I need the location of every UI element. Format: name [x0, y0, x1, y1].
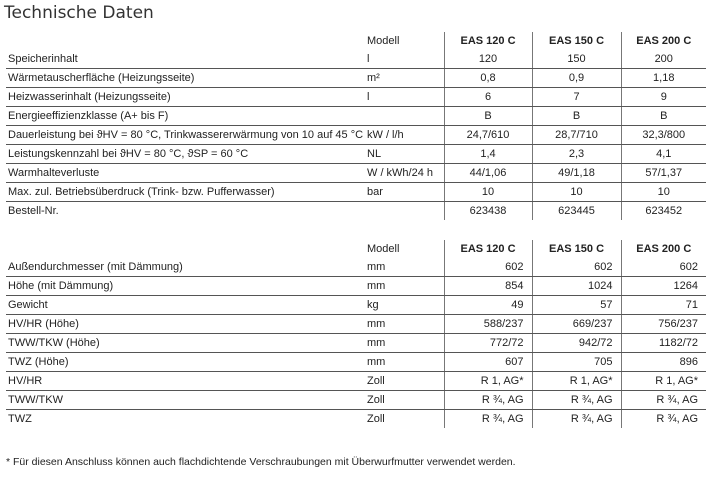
row-unit: Zoll [365, 410, 444, 429]
header-spacer [6, 240, 365, 258]
dimensions-table [6, 240, 706, 428]
row-label: TWW/TKW [6, 391, 365, 410]
row-unit: mm [365, 353, 444, 372]
technical-data-table [6, 32, 706, 220]
row-value: 1024 [532, 277, 621, 296]
row-value: 44/1,06 [444, 164, 532, 183]
row-value: 57/1,37 [621, 164, 706, 183]
row-value: 602 [532, 258, 621, 277]
row-value: R 1, AG* [444, 372, 532, 391]
row-value: 602 [444, 258, 532, 277]
row-value: 623438 [444, 202, 532, 221]
row-value: 24,7/610 [444, 126, 532, 145]
model-header: EAS 150 C [532, 32, 621, 50]
row-value: 28,7/710 [532, 126, 621, 145]
row-value: 120 [444, 50, 532, 69]
row-unit: kg [365, 296, 444, 315]
row-value: 756/237 [621, 315, 706, 334]
row-value: 0,8 [444, 69, 532, 88]
table-row [6, 126, 706, 145]
row-label: Warmhalteverluste [6, 164, 365, 183]
row-value: B [444, 107, 532, 126]
row-value: 10 [532, 183, 621, 202]
row-label: HV/HR (Höhe) [6, 315, 365, 334]
row-value: 32,3/800 [621, 126, 706, 145]
table-row [6, 183, 706, 202]
row-label: Speicherinhalt [6, 50, 365, 69]
row-value: R 1, AG* [621, 372, 706, 391]
model-header: EAS 200 C [636, 35, 692, 47]
row-value: 2,3 [532, 145, 621, 164]
row-value: R ¾, AG [444, 410, 532, 429]
table-row [6, 372, 706, 391]
row-value: 1,4 [444, 145, 532, 164]
table-row [6, 296, 706, 315]
model-header: EAS 120 C [444, 32, 532, 50]
row-label: TWZ [8, 413, 32, 425]
row-value: 623452 [645, 205, 683, 217]
row-value: 57 [532, 296, 621, 315]
table-header-row [6, 32, 706, 50]
table-row [6, 164, 706, 183]
row-unit: Zoll [365, 372, 444, 391]
row-label: Max. zul. Betriebsüberdruck (Trink- bzw. Pufferwasser) [6, 183, 365, 202]
table-row [6, 145, 706, 164]
row-value: 200 [621, 50, 706, 69]
row-value: R ¾, AG [444, 391, 532, 410]
row-unit: kW / l/h [365, 126, 444, 145]
row-label: TWZ (Höhe) [6, 353, 365, 372]
row-label: Energieeffizienzklasse (A+ bis F) [6, 107, 365, 126]
row-value: 10 [444, 183, 532, 202]
row-label: Bestell-Nr. [8, 205, 59, 217]
footnote: * Für diesen Anschluss können auch flachdichtende Verschraubungen mit Überwurfmutter verwendet werden. [6, 456, 516, 468]
model-column-header: Modell [365, 240, 444, 258]
row-value: 602 [621, 258, 706, 277]
table-row [6, 107, 706, 126]
table-header-row [6, 240, 706, 258]
row-value: B [532, 107, 621, 126]
row-value: 49/1,18 [532, 164, 621, 183]
model-header: EAS 120 C [444, 240, 532, 258]
row-unit: W / kWh/24 h [365, 164, 444, 183]
row-unit: Zoll [365, 391, 444, 410]
row-value: 772/72 [444, 334, 532, 353]
row-unit [365, 107, 444, 126]
row-value: 0,9 [532, 69, 621, 88]
page-title: Technische Daten [4, 3, 154, 23]
row-value: 623445 [532, 202, 621, 221]
row-value: 10 [621, 183, 706, 202]
row-unit: mm [365, 258, 444, 277]
row-value: R ¾, AG [656, 413, 698, 425]
row-value: R 1, AG* [532, 372, 621, 391]
model-header: EAS 200 C [636, 243, 692, 255]
row-label: Gewicht [6, 296, 365, 315]
row-unit [365, 202, 444, 221]
table-row [6, 50, 706, 69]
row-value: 49 [444, 296, 532, 315]
table-row [6, 277, 706, 296]
row-value: R ¾, AG [532, 391, 621, 410]
row-unit: bar [365, 183, 444, 202]
row-value: 669/237 [532, 315, 621, 334]
row-value: R ¾, AG [532, 410, 621, 429]
row-value: 71 [621, 296, 706, 315]
row-label: TWW/TKW (Höhe) [6, 334, 365, 353]
row-value: 1,18 [621, 69, 706, 88]
row-value: 942/72 [532, 334, 621, 353]
row-value: 1182/72 [621, 334, 706, 353]
table-row [6, 69, 706, 88]
row-unit: mm [365, 277, 444, 296]
row-unit: l [365, 88, 444, 107]
table-row [6, 88, 706, 107]
row-value: 588/237 [444, 315, 532, 334]
model-column-header: Modell [365, 32, 444, 50]
row-label: HV/HR [6, 372, 365, 391]
row-value: B [621, 107, 706, 126]
row-value: 7 [532, 88, 621, 107]
row-unit: l [365, 50, 444, 69]
row-label: Leistungskennzahl bei ϑHV = 80 °C, ϑSP = 60 °C [6, 145, 365, 164]
table-row [6, 391, 706, 410]
row-label: Höhe (mit Dämmung) [6, 277, 365, 296]
header-spacer [6, 32, 365, 50]
table-row [6, 315, 706, 334]
table-row [6, 202, 706, 221]
row-label: Außendurchmesser (mit Dämmung) [6, 258, 365, 277]
row-value: 9 [621, 88, 706, 107]
table-row [6, 334, 706, 353]
row-unit: NL [365, 145, 444, 164]
row-value: 6 [444, 88, 532, 107]
row-label: Wärmetauscherfläche (Heizungsseite) [6, 69, 365, 88]
row-value: 1264 [621, 277, 706, 296]
row-value: R ¾, AG [621, 391, 706, 410]
table-row [6, 258, 706, 277]
table-row [6, 410, 706, 429]
row-value: 705 [532, 353, 621, 372]
row-label: Heizwasserinhalt (Heizungsseite) [6, 88, 365, 107]
row-label: Dauerleistung bei ϑHV = 80 °C, Trinkwassererwärmung von 10 auf 45 °C [6, 126, 365, 145]
row-value: 150 [532, 50, 621, 69]
row-value: 607 [444, 353, 532, 372]
row-value: 896 [621, 353, 706, 372]
row-value: 854 [444, 277, 532, 296]
row-value: 4,1 [621, 145, 706, 164]
row-unit: mm [365, 315, 444, 334]
model-header: EAS 150 C [532, 240, 621, 258]
table-row [6, 353, 706, 372]
row-unit: mm [365, 334, 444, 353]
row-unit: m² [365, 69, 444, 88]
